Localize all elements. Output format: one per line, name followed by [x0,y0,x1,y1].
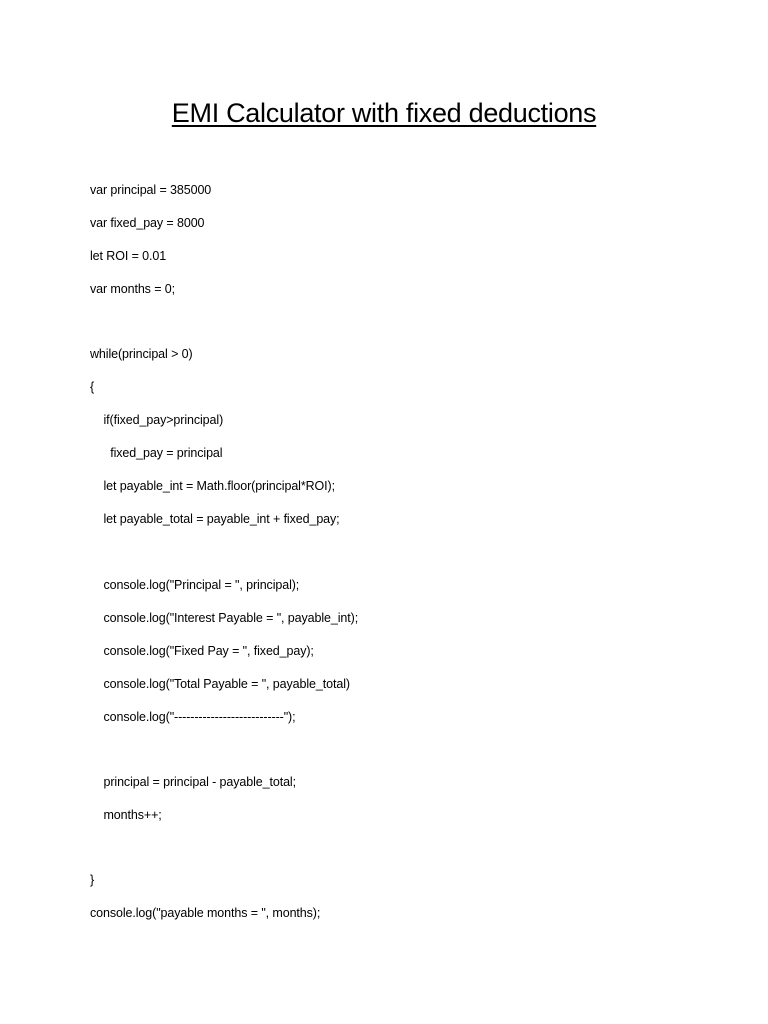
code-line: fixed_pay = principal [90,446,223,460]
code-line: while(principal > 0) [90,347,193,361]
code-line: console.log("Fixed Pay = ", fixed_pay); [90,644,314,658]
code-line: principal = principal - payable_total; [90,775,296,789]
code-line: console.log("Principal = ", principal); [90,578,300,592]
code-line: months++; [90,808,162,822]
document-title: EMI Calculator with fixed deductions [171,98,597,128]
code-line: var months = 0; [90,282,175,296]
code-line: let payable_total = payable_int + fixed_pay; [90,512,340,526]
code-line: console.log("payable months = ", months); [90,906,321,920]
code-line: { [90,380,95,394]
code-line: var fixed_pay = 8000 [90,216,205,230]
code-line: let payable_int = Math.floor(principal*ROI); [90,479,335,493]
code-line: if(fixed_pay>principal) [90,413,224,427]
code-line: console.log("Total Payable = ", payable_total) [90,677,350,691]
code-line: var principal = 385000 [90,183,212,197]
code-line: } [90,873,95,887]
code-line: console.log("Interest Payable = ", payable_int); [90,611,359,625]
code-line: console.log("---------------------------"); [90,710,296,724]
code-line: let ROI = 0.01 [90,249,167,263]
